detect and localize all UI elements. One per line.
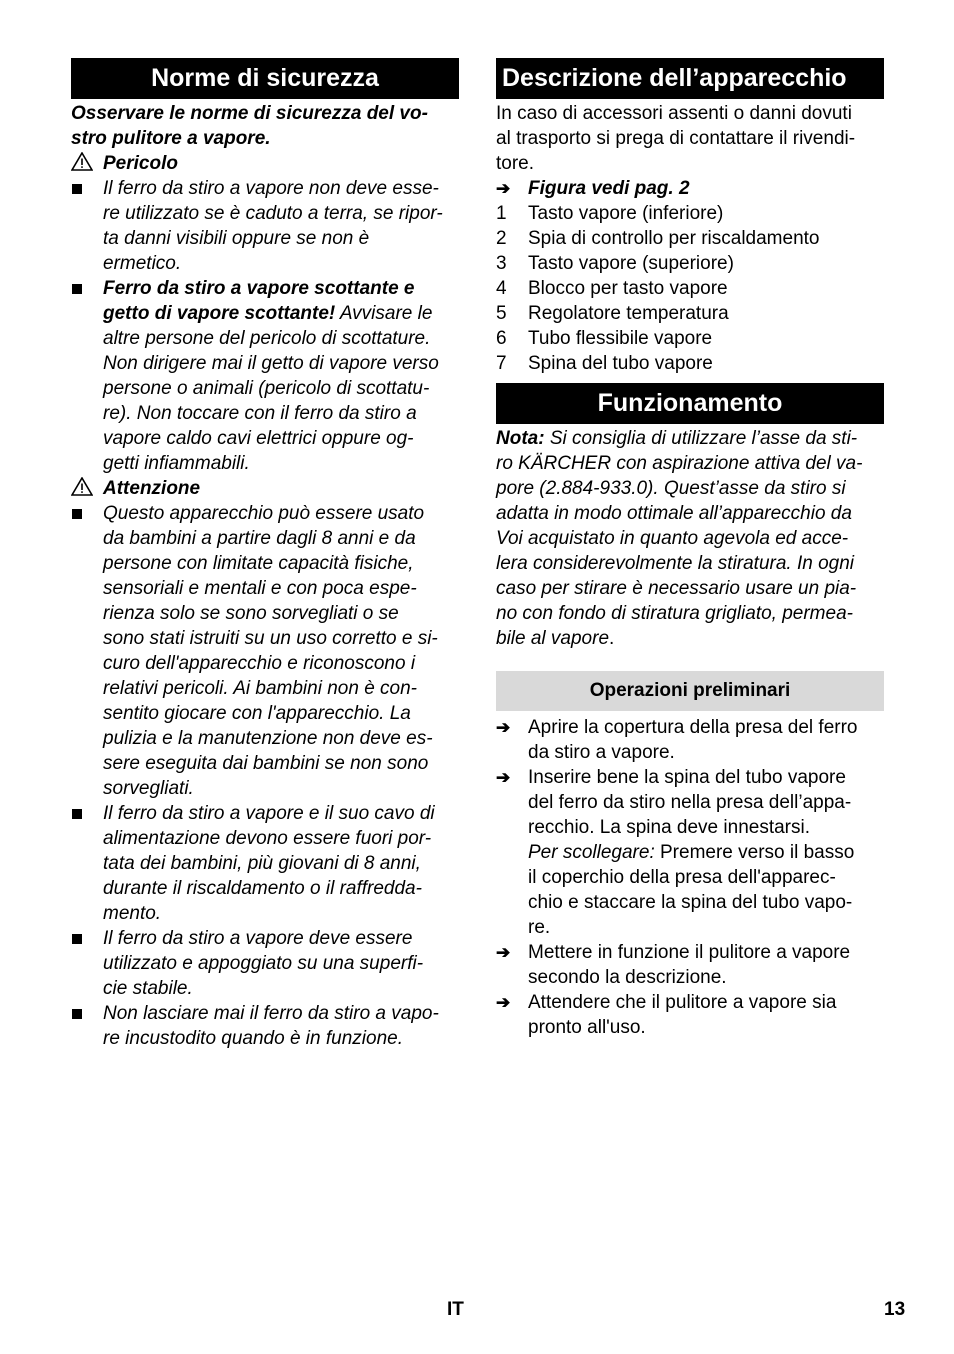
caution-item-1-line: relativi pericoli. Ai bambini non è con- [103,678,418,699]
step-2-line: Inserire bene la spina del tubo vapore [528,767,846,788]
part-label: Spina del tubo vapore [528,353,713,374]
note-label: Nota: [496,428,545,449]
note-line [496,426,884,451]
footer-language: IT [447,1299,464,1320]
part-label: Regolatore temperatura [528,303,729,324]
safety-intro-line-1: Osservare le norme di sicurezza del vo- [71,103,428,124]
arrow-right-icon: ➔ [496,993,511,1012]
part-number: 2 [496,228,507,249]
part-item [496,201,884,226]
part-label: Spia di controllo per riscaldamento [528,228,820,249]
figure-reference [496,176,884,201]
danger-item-2-after: Avvisare le [335,303,433,324]
caution-item-4-line: Non lasciare mai il ferro da stiro a vapo- [103,1003,439,1024]
safety-intro-line-2: stro pulitore a vapore. [71,128,271,149]
description-intro-line: al trasporto si prega di contattare il rivendi- [496,128,856,149]
caution-item-3-line: Il ferro da stiro a vapore deve essere [103,928,413,949]
section-title-operation: Funzionamento [496,383,884,424]
caution-item-1-line: Questo apparecchio può essere usato [103,503,425,524]
caution-heading [71,476,459,501]
caution-item-2-line: mento. [103,903,162,924]
page-number: 13 [884,1299,906,1320]
step-4-line: pronto all'uso. [528,1017,646,1038]
description-intro-line: tore. [496,153,535,174]
step-item [496,765,884,940]
part-item [496,276,884,301]
caution-item-1-line: sono stati istruiti su un uso corretto e si- [103,628,438,649]
arrow-right-icon: ➔ [496,179,511,198]
bullet-square-icon [72,284,82,294]
caution-item-1-line: rienza solo se sono sorvegliati o se [103,603,399,624]
danger-item-2-line: re). Non toccare con il ferro da stiro a [103,403,417,424]
danger-item-1-line: ermetico. [103,253,182,274]
caution-item-3-line: utilizzato e appoggiato su una superfi- [103,953,424,974]
description-intro-line: In caso di accessori assenti o danni dovuti [496,103,852,124]
danger-item-1-line: ta danni visibili oppure se non è [103,228,370,249]
note-line: adatta in modo ottimale all’apparecchio da [496,503,852,524]
danger-item-1-line: Il ferro da stiro a vapore non deve esse- [103,178,439,199]
part-number: 5 [496,303,507,324]
note-line: pore (2.884-933.0). Quest’asse da stiro si [496,478,846,499]
caution-item-2-line: Il ferro da stiro a vapore e il suo cavo di [103,803,435,824]
part-number: 4 [496,278,507,299]
danger-label: Pericolo [103,153,178,174]
part-item [496,326,884,351]
caution-label: Attenzione [103,478,201,499]
part-label: Blocco per tasto vapore [528,278,728,299]
unplug-line: chio e staccare la spina del tubo vapo- [528,892,853,913]
caution-item-1-line: pulizia e la manutenzione non deve es- [103,728,433,749]
arrow-right-icon: ➔ [496,718,511,737]
subsection-title-preliminary: Operazioni preliminari [496,671,884,711]
unplug-line: il coperchio della presa dell'apparec- [528,867,836,888]
part-label: Tasto vapore (superiore) [528,253,734,274]
note-text: Si consiglia di utilizzare l’asse da sti- [544,428,858,449]
warning-triangle-icon [71,151,103,176]
danger-item-2-line: Non dirigere mai il getto di vapore verso [103,353,439,374]
caution-item-1-line: sensoriali e mentali e con poca espe- [103,578,417,599]
arrow-right-icon: ➔ [496,768,511,787]
caution-item [71,501,459,801]
left-column [71,58,459,1051]
step-item [496,940,884,990]
right-column [496,58,884,1040]
step-4-line: Attendere che il pulitore a vapore sia [528,992,837,1013]
caution-item [71,801,459,926]
part-item [496,226,884,251]
caution-item-1-line: persone con limitate capacità fisiche, [103,553,414,574]
section-title-safety: Norme di sicurezza [71,58,459,99]
caution-item-4-line: re incustodito quando è in funzione. [103,1028,403,1049]
step-3-line: secondo la descrizione. [528,967,727,988]
danger-item-1-line: re utilizzato se è caduto a terra, se ripor- [103,203,443,224]
danger-item [71,276,459,476]
part-item [496,351,884,376]
unplug-text: Premere verso il basso [654,842,855,863]
warning-triangle-icon [71,476,103,501]
part-label: Tubo flessibile vapore [528,328,713,349]
bullet-square-icon [72,934,82,944]
part-number: 7 [496,353,507,374]
step-item [496,715,884,765]
bullet-square-icon [72,184,82,194]
caution-item [71,1001,459,1051]
danger-item-2-line: persone o animali (pericolo di scottatu- [103,378,430,399]
danger-heading [71,151,459,176]
step-1-line: Aprire la copertura della presa del ferro [528,717,858,738]
note-line: caso per stirare è necessario usare un pia- [496,578,857,599]
caution-item-2-line: durante il riscaldamento o il raffredda- [103,878,422,899]
danger-item-2-line: altre persone del pericolo di scottature. [103,328,431,349]
caution-item-1-line: sorvegliati. [103,778,194,799]
bullet-square-icon [72,509,82,519]
caution-item [71,926,459,1001]
bullet-square-icon [72,809,82,819]
note-period: . [609,628,615,649]
part-item [496,251,884,276]
note-line: no con fondo di stiratura grigliato, permea- [496,603,853,624]
caution-item-1-line: da bambini a partire dagli 8 anni e da [103,528,416,549]
note-text: bile al vapore [496,628,610,649]
caution-item-1-line: sere eseguita dai bambini se non sono [103,753,429,774]
unplug-label: Per scollegare: [528,842,655,863]
section-title-description: Descrizione dell’apparecchio [496,58,884,99]
bullet-square-icon [72,1009,82,1019]
part-item [496,301,884,326]
caution-item-1-line: sentito giocare con l'apparecchio. La [103,703,411,724]
step-1-line: da stiro a vapore. [528,742,675,763]
caution-item-2-line: tata dei bambini, più giovani di 8 anni, [103,853,421,874]
note-line [496,626,884,651]
part-number: 3 [496,253,507,274]
step-item [496,990,884,1040]
danger-item-2-line: getti infiammabili. [103,453,250,474]
arrow-right-icon: ➔ [496,943,511,962]
danger-item-2-line: vapore caldo cavi elettrici oppure og- [103,428,414,449]
part-number: 6 [496,328,507,349]
part-label: Tasto vapore (inferiore) [528,203,724,224]
danger-item-2-bold2: getto di vapore scottante! [103,303,336,324]
caution-item-2-line: alimentazione devono essere fuori por- [103,828,432,849]
caution-item-3-line: cie stabile. [103,978,193,999]
figure-reference-text: Figura vedi pag. 2 [528,178,690,199]
step-2-line: del ferro da stiro nella presa dell’appa- [528,792,852,813]
step-3-line: Mettere in funzione il pulitore a vapore [528,942,851,963]
danger-item-2-bold: Ferro da stiro a vapore scottante e [103,278,415,299]
unplug-line: re. [528,917,551,938]
note-line: lera considerevolmente la stiratura. In ogni [496,553,855,574]
note-line: ro KÄRCHER con aspirazione attiva del va- [496,453,863,474]
danger-item [71,176,459,276]
step-2-line: recchio. La spina deve innestarsi. [528,817,810,838]
note-line: Voi acquistato in quanto agevola ed acce- [496,528,849,549]
caution-item-1-line: curo dell'apparecchio e riconoscono i [103,653,416,674]
part-number: 1 [496,203,507,224]
